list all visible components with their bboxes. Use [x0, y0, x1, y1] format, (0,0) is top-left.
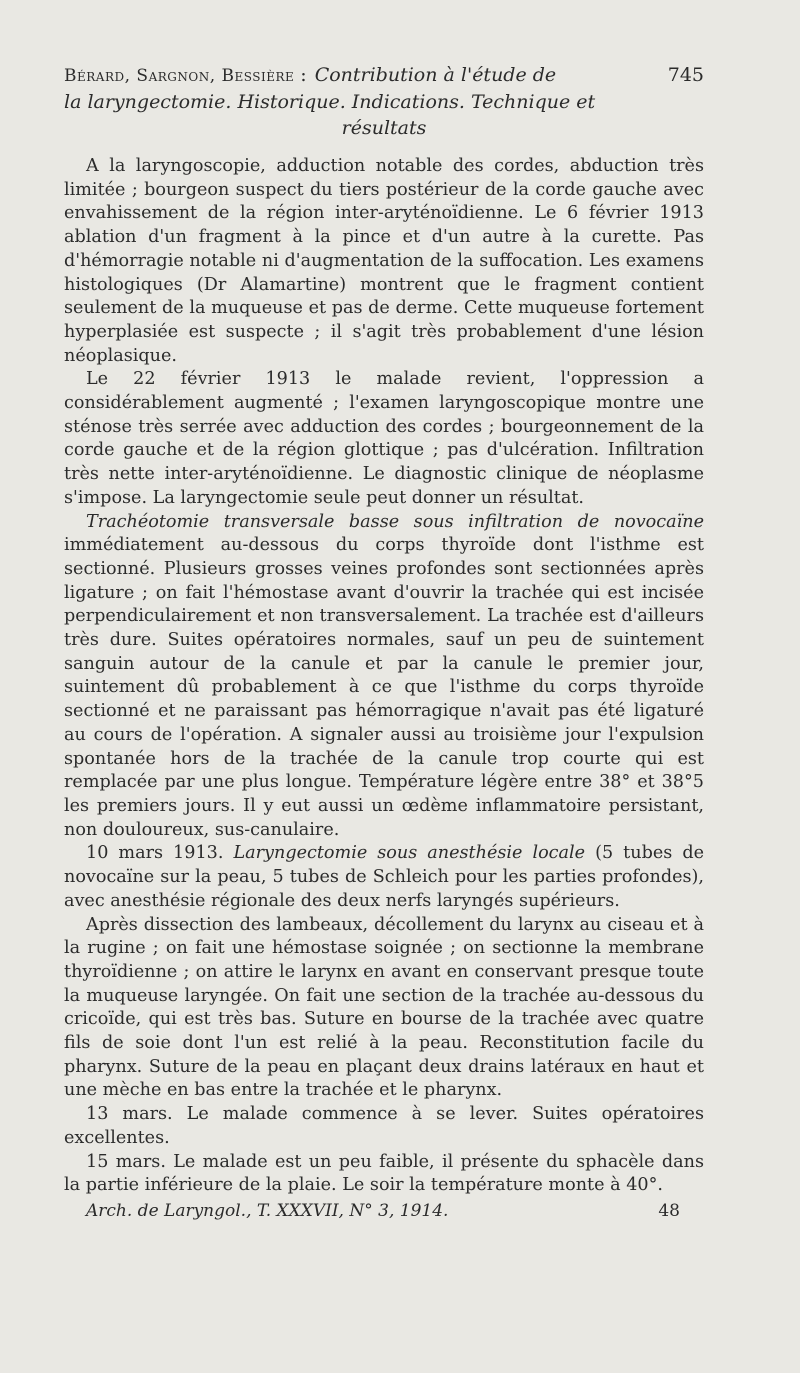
page-footer [64, 1200, 704, 1222]
signature-mark: 48 [658, 1200, 680, 1221]
paragraph: A la laryngoscopie, adduction notable des cordes, abduction très limitée ; bourgeon suspect du tiers postérieur de la corde gauche avec envahissement de la région inter-aryténoïdienne. Le 6 février 1913 ablation d'un fragment à la pince et d'un autre à la curette. Pas d'hémorragie notable ni d'augmentation de la suffocation. Les examens histologiques (Dr Alamartine) montrent que le fragment contient seulement de la muqueuse et pas de derme. Cette muqueuse fortement hyperplasiée est suspecte ; il s'agit très probablement d'une lésion néoplasique. [64, 156, 704, 366]
journal-citation: Arch. de Laryngol., T. XXXVII, N° 3, 1914. [86, 1200, 449, 1221]
running-header [64, 62, 704, 89]
header-authors: Bérard, Sargnon, Bessière [64, 66, 295, 86]
paragraph: 15 mars. Le malade est un peu faible, il présente du sphacèle dans la partie inférieure de la plaie. Le soir la température monte à 40°. [64, 1151, 704, 1196]
paragraph: Trachéotomie transversale basse sous infiltration de novocaïne immédiatement au-dessous du corps thyroïde dont l'isthme est sectionné. Plusieurs grosses veines profondes sont sectionnées après ligature ; on fait l'hémostase avant d'ouvrir la trachée qui est incisée perpendiculairement et non transversalement. La trachée est d'ailleurs très dure. Suites opératoires normales, sauf un peu de suintement sanguin autour de la canule et par la canule le premier jour, suintement dû probablement à ce que l'isthme du corps thyroïde sectionné et ne paraissant pas hémorragique n'avait pas été ligaturé au cours de l'opération. A signaler aussi au troisième jour l'expulsion spontanée hors de la trachée de la canule trop courte qui est remplacée par une plus longue. Température légère entre 38° et 38°5 les premiers jours. Il y eut aussi un œdème inflammatoire persistant, non douloureux, sus-canulaire. [64, 511, 704, 840]
italic-heading: Laryngectomie sous anesthésie locale [233, 843, 586, 864]
body-text [64, 155, 704, 1198]
paragraph: 13 mars. Le malade commence à se lever. Suites opératoires excellentes. [64, 1104, 704, 1148]
header-colon: : [300, 64, 307, 86]
paragraph: Le 22 février 1913 le malade revient, l'oppression a considérablement augmenté ; l'examen laryngoscopique montre une sténose très serrée avec adduction des cordes ; bourgeonnement de la corde gauche et de la région glottique ; pas d'ulcération. Infiltration très nette inter-aryténoïdienne. Le diagnostic clinique de néoplasme s'impose. La laryngectomie seule peut donner un résultat. [64, 369, 704, 508]
page-number: 745 [667, 64, 704, 86]
header-title-part2: la laryngectomie. Historique. Indications. Technique et [64, 91, 596, 113]
paragraph: Après dissection des lambeaux, décollement du larynx au ciseau et à la rugine ; on fait une hémostase soignée ; on sectionne la membrane thyroïdienne ; on attire le larynx en avant en conservant presque toute la muqueuse laryngée. On fait une section de la trachée au-dessous du cricoïde, qui est très bas. Suture en bourse de la trachée avec quatre fils de soie dont l'un est relié à la peau. Reconstitution facile du pharynx. Suture de la peau en plaçant deux drains latéraux en haut et une mèche en bas entre la trachée et le pharynx. [64, 914, 704, 1101]
header-title-part1: Contribution à l'étude de [314, 64, 557, 86]
header-title-part3: résultats [341, 117, 427, 139]
italic-heading: Trachéotomie transversale basse sous infiltration de novocaïne [86, 511, 704, 532]
paragraph: 10 mars 1913. Laryngectomie sous anesthésie locale (5 tubes de novocaïne sur la peau, 5 tubes de Schleich pour les parties profondes), avec anesthésie régionale des deux nerfs laryngés supérieurs. [64, 843, 704, 911]
